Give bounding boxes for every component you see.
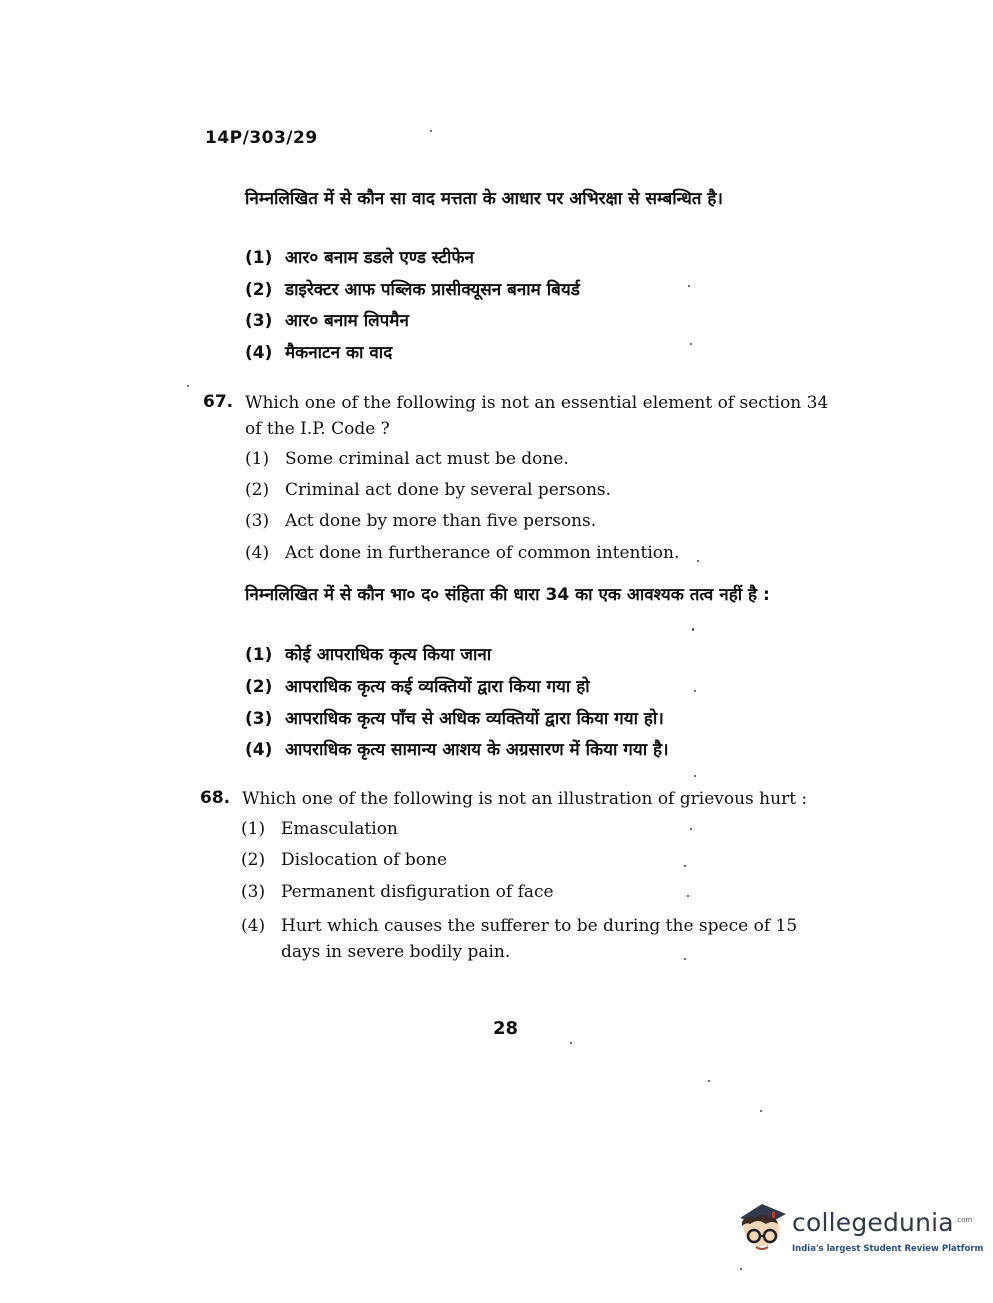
option-number: (3)	[245, 709, 273, 729]
option-text: आर० बनाम लिपमैन	[285, 311, 409, 331]
scan-speck	[694, 775, 696, 777]
option-number: (1)	[241, 819, 266, 839]
option-number: (4)	[245, 543, 270, 563]
q67-hindi-option-2	[245, 674, 590, 697]
option-number: (4)	[241, 916, 266, 936]
option-text: आपराधिक कृत्य कई व्यक्तियों द्वारा किया गया हो	[285, 677, 590, 697]
option-number: (4)	[245, 343, 273, 363]
q67-option-3	[245, 511, 596, 531]
option-text: Some criminal act must be done.	[285, 449, 569, 469]
q68-option-4	[241, 913, 841, 965]
q67-text: Which one of the following is not an essential element of section 34 of the I.P. Code ?	[245, 393, 829, 439]
q68-option-2	[241, 850, 447, 870]
scan-speck	[760, 1110, 762, 1112]
option-number: (2)	[245, 280, 273, 300]
option-number: (1)	[245, 248, 273, 268]
page-code: 14P/303/29	[205, 128, 318, 148]
scan-speck	[692, 628, 694, 631]
collegedunia-watermark	[732, 1196, 984, 1276]
q67-number: 67.	[203, 392, 234, 412]
option-number: (1)	[245, 449, 270, 469]
scan-speck	[684, 865, 686, 867]
scan-speck	[694, 690, 696, 692]
option-text: Act done in furtherance of common intention.	[285, 543, 680, 563]
q68-option-3	[241, 882, 554, 902]
q67-hindi-option-1	[245, 642, 491, 665]
q67-hindi-text: निम्नलिखित में से कौन भा० द० संहिता की धारा 34 का एक आवश्यक तत्व नहीं है :	[245, 585, 770, 605]
brand-tagline: India's largest Student Review Platform	[792, 1244, 984, 1254]
q67-option-4	[245, 543, 679, 563]
scan-speck	[697, 560, 699, 562]
option-text: Permanent disfiguration of face	[281, 882, 554, 902]
option-text: आर० बनाम डडले एण्ड स्टीफेन	[285, 248, 474, 268]
page-number: 28	[493, 1018, 519, 1039]
q66-hindi-option-2	[245, 277, 580, 300]
option-text: आपराधिक कृत्य सामान्य आशय के अग्रसारण में किया गया है।	[285, 740, 669, 760]
q68-text: Which one of the following is not an illustration of grievous hurt :	[242, 789, 808, 809]
q67-hindi-option-4	[245, 737, 669, 760]
scan-speck	[708, 1080, 710, 1082]
q66-hindi-option-3	[245, 308, 409, 331]
option-text: आपराधिक कृत्य पाँच से अधिक व्यक्तियों द्वारा किया गया हो।	[285, 709, 664, 729]
option-text: डाइरेक्टर आफ पब्लिक प्रासीक्यूसन बनाम बियर्ड	[285, 280, 580, 300]
q68-option-1	[241, 819, 398, 839]
option-text: Hurt which causes the sufferer to be during the spece of 15 days in severe bodily pain.	[281, 916, 798, 962]
option-number: (3)	[245, 511, 270, 531]
scan-speck	[690, 828, 692, 830]
option-number: (2)	[245, 677, 273, 697]
scan-speck	[187, 385, 189, 387]
q67-option-1	[245, 449, 569, 469]
q67-option-2	[245, 480, 611, 500]
option-text: Emasculation	[281, 819, 398, 839]
option-number: (4)	[245, 740, 273, 760]
scan-speck	[687, 895, 689, 897]
option-text: मैकनाटन का वाद	[285, 343, 393, 363]
scan-speck	[690, 343, 692, 345]
scan-speck	[684, 958, 686, 960]
q68-number: 68.	[200, 788, 231, 808]
option-text: Dislocation of bone	[281, 850, 448, 870]
student-mascot-icon	[732, 1196, 790, 1260]
option-text: Criminal act done by several persons.	[285, 480, 612, 500]
scan-speck	[430, 130, 432, 132]
q66-hindi-text: निम्नलिखित में से कौन सा वाद मत्तता के आधार पर अभिरक्षा से सम्बन्धित है।	[245, 189, 723, 209]
option-number: (2)	[241, 850, 266, 870]
brand-tld: .com	[955, 1216, 973, 1224]
brand-name: collegedunia	[792, 1208, 954, 1237]
option-number: (3)	[245, 311, 273, 331]
option-number: (1)	[245, 645, 273, 665]
scan-speck	[570, 1042, 572, 1044]
option-text: कोई आपराधिक कृत्य किया जाना	[285, 645, 492, 665]
scan-speck	[688, 285, 690, 287]
option-number: (2)	[245, 480, 270, 500]
option-text: Act done by more than five persons.	[285, 511, 597, 531]
q66-hindi-option-1	[245, 245, 474, 268]
q67-hindi-option-3	[245, 706, 664, 729]
option-number: (3)	[241, 882, 266, 902]
q66-hindi-option-4	[245, 340, 392, 363]
